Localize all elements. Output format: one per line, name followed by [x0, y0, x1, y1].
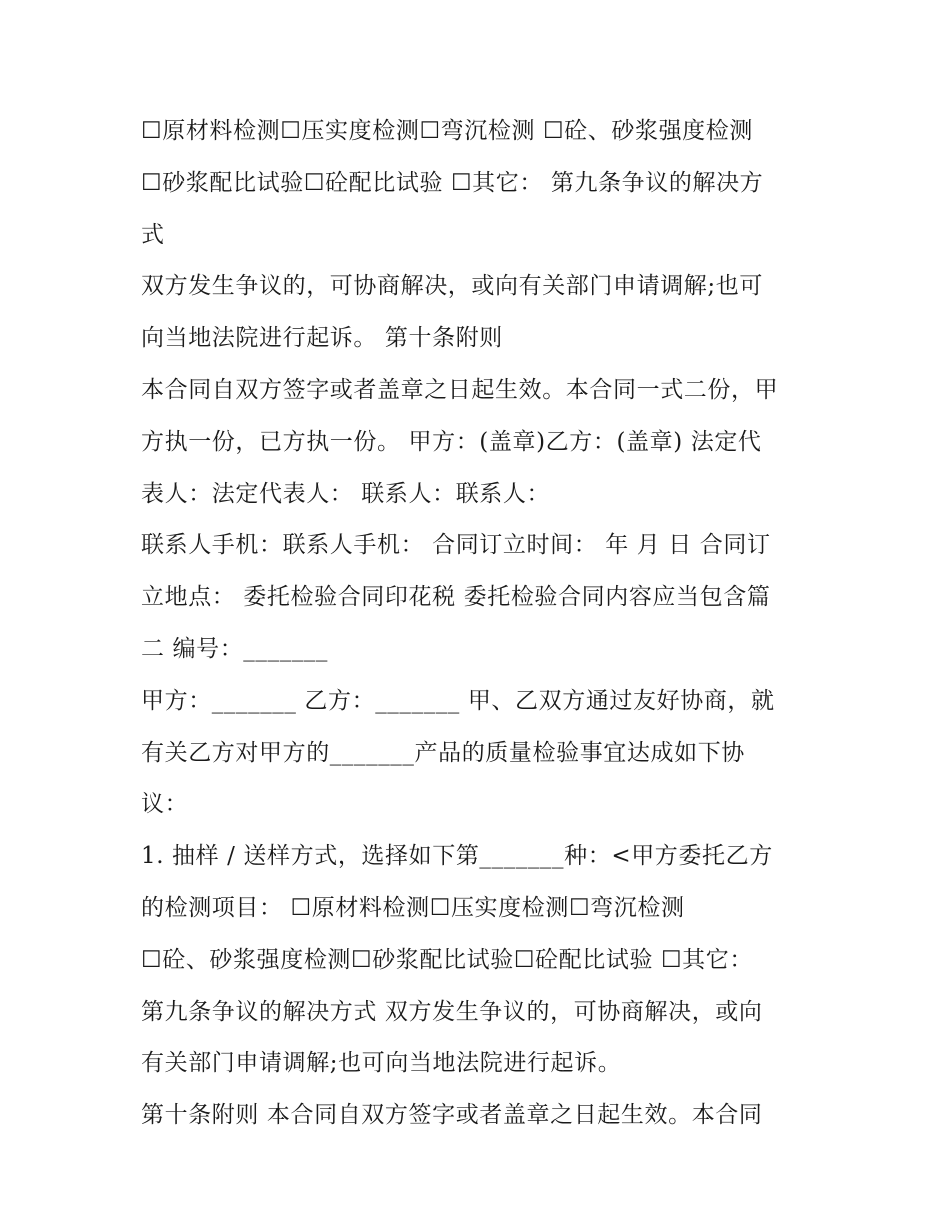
text-line: 表人：法定代表人： 联系人：联系人： [141, 480, 551, 507]
text-line: ☐原材料检测☐压实度检测☐弯沉检测 ☐砼、砂浆强度检测 [141, 118, 753, 144]
text-line: 甲方：_______ 乙方：_______ 甲、乙双方通过友好协商，就 [141, 687, 775, 714]
text-line: 议： [141, 791, 189, 818]
text-line: 的检测项目： ☐原材料检测☐压实度检测☐弯沉检测 [141, 894, 685, 921]
text-line: 有关部门申请调解;也可向当地法院进行起诉。 [141, 1050, 622, 1077]
text-line: 第九条争议的解决方式 双方发生争议的，可协商解决，或向 [141, 998, 763, 1025]
text-line: 向当地法院进行起诉。 第十条附则 [141, 325, 503, 352]
text-line: 立地点： 委托检验合同印花税 委托检验合同内容应当包含篇 [141, 584, 771, 611]
text-line: 本合同自双方签字或者盖章之日起生效。本合同一式二份，甲 [141, 376, 779, 403]
text-line: 1. 抽样 / 送样方式，选择如下第_______种：<甲方委托乙方 [141, 843, 773, 870]
text-line: 方执一份，已方执一份。 甲方：(盖章)乙方：(盖章) 法定代 [141, 428, 762, 455]
text-line: 双方发生争议的，可协商解决，或向有关部门申请调解;也可 [141, 273, 763, 300]
text-line: 第十条附则 本合同自双方签字或者盖章之日起生效。本合同 [141, 1102, 763, 1129]
text-line: ☐砼、砂浆强度检测☐砂浆配比试验☐砼配比试验 ☐其它： [141, 946, 753, 973]
document-body [141, 109, 811, 1145]
text-line: 有关乙方对甲方的_______产品的质量检验事宜达成如下协 [141, 739, 745, 766]
text-line: 式 [141, 221, 165, 248]
text-line: 二 编号：_______ [141, 635, 329, 662]
text-line: 联系人手机：联系人手机： 合同订立时间： 年 月 日 合同订 [141, 532, 771, 559]
text-line: ☐砂浆配比试验☐砼配比试验 ☐其它： 第九条争议的解决方 [141, 169, 764, 196]
